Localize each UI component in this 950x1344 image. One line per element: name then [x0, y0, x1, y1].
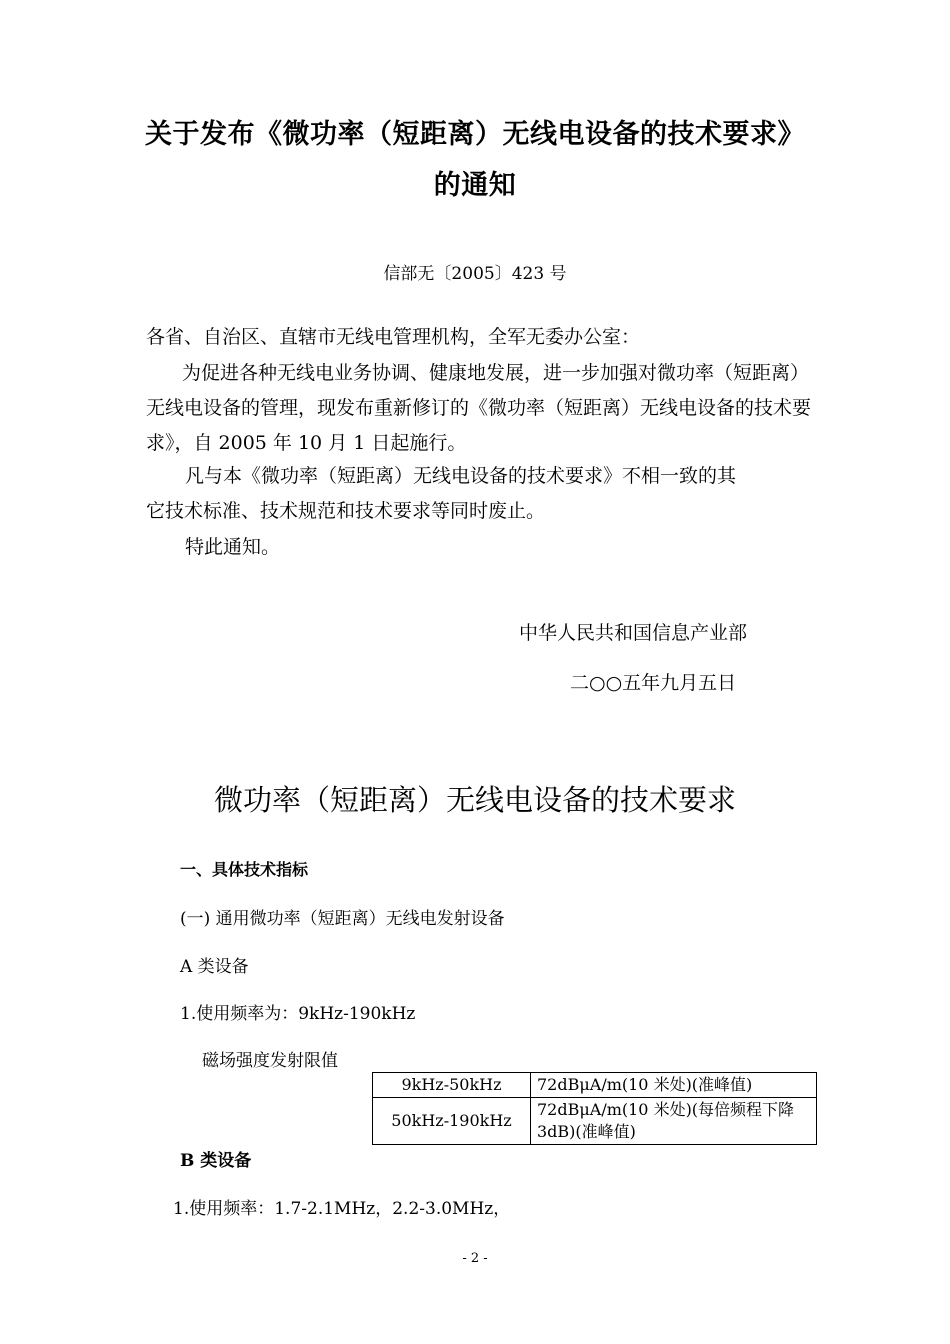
- class-b-heading: B 类设备: [180, 1151, 252, 1171]
- paragraph-1-line-2: 无线电设备的管理，现发布重新修订的《微功率（短距离）无线电设备的技术要: [146, 397, 812, 419]
- document-number: 信部无〔2005〕423 号: [383, 264, 567, 284]
- notice-title-line-2: 的通知: [433, 170, 517, 201]
- table-cell-band: 9kHz-50kHz: [373, 1073, 531, 1098]
- table-cell-band: 50kHz-190kHz: [373, 1098, 531, 1145]
- table-cell-limit: 72dBμA/m(10 米处)(每倍频程下降 3dB)(准峰值): [531, 1098, 817, 1145]
- section-heading-1: 一、具体技术指标: [180, 860, 309, 879]
- paragraph-1-line-3: 求》，自 2005 年 10 月 1 日起施行。: [146, 432, 467, 454]
- signature-issuer: 中华人民共和国信息产业部: [519, 622, 748, 644]
- salutation: 各省、自治区、直辖市无线电管理机构，全军无委办公室：: [146, 326, 641, 348]
- paragraph-3: 特此通知。: [185, 536, 281, 558]
- paragraph-2-line-1: 凡与本《微功率（短距离）无线电设备的技术要求》不相一致的其: [185, 465, 737, 487]
- requirements-title: 微功率（短距离）无线电设备的技术要求: [213, 783, 736, 817]
- page-number: - 2 -: [462, 1251, 488, 1266]
- table-caption: 磁场强度发射限值: [202, 1051, 338, 1071]
- signature-date: 二○○五年九月五日: [570, 672, 737, 694]
- paragraph-1-line-1: 为促进各种无线电业务协调、健康地发展，进一步加强对微功率（短距离）: [182, 362, 810, 384]
- table-row: [373, 1098, 817, 1145]
- notice-title-line-1: 关于发布《微功率（短距离）无线电设备的技术要求》: [145, 119, 805, 150]
- subsection-heading-1: (一) 通用微功率（短距离）无线电发射设备: [180, 909, 505, 929]
- class-a-item-1: 1.使用频率为：9kHz-190kHz: [180, 1004, 416, 1024]
- emission-limit-table: [372, 1072, 817, 1145]
- table-cell-limit: 72dBμA/m(10 米处)(准峰值): [531, 1073, 817, 1098]
- class-a-heading: A 类设备: [180, 957, 249, 977]
- class-b-item-1: 1.使用频率：1.7-2.1MHz，2.2-3.0MHz，: [173, 1199, 511, 1219]
- table-row: [373, 1073, 817, 1098]
- paragraph-2-line-2: 它技术标准、技术规范和技术要求等同时废止。: [146, 500, 546, 522]
